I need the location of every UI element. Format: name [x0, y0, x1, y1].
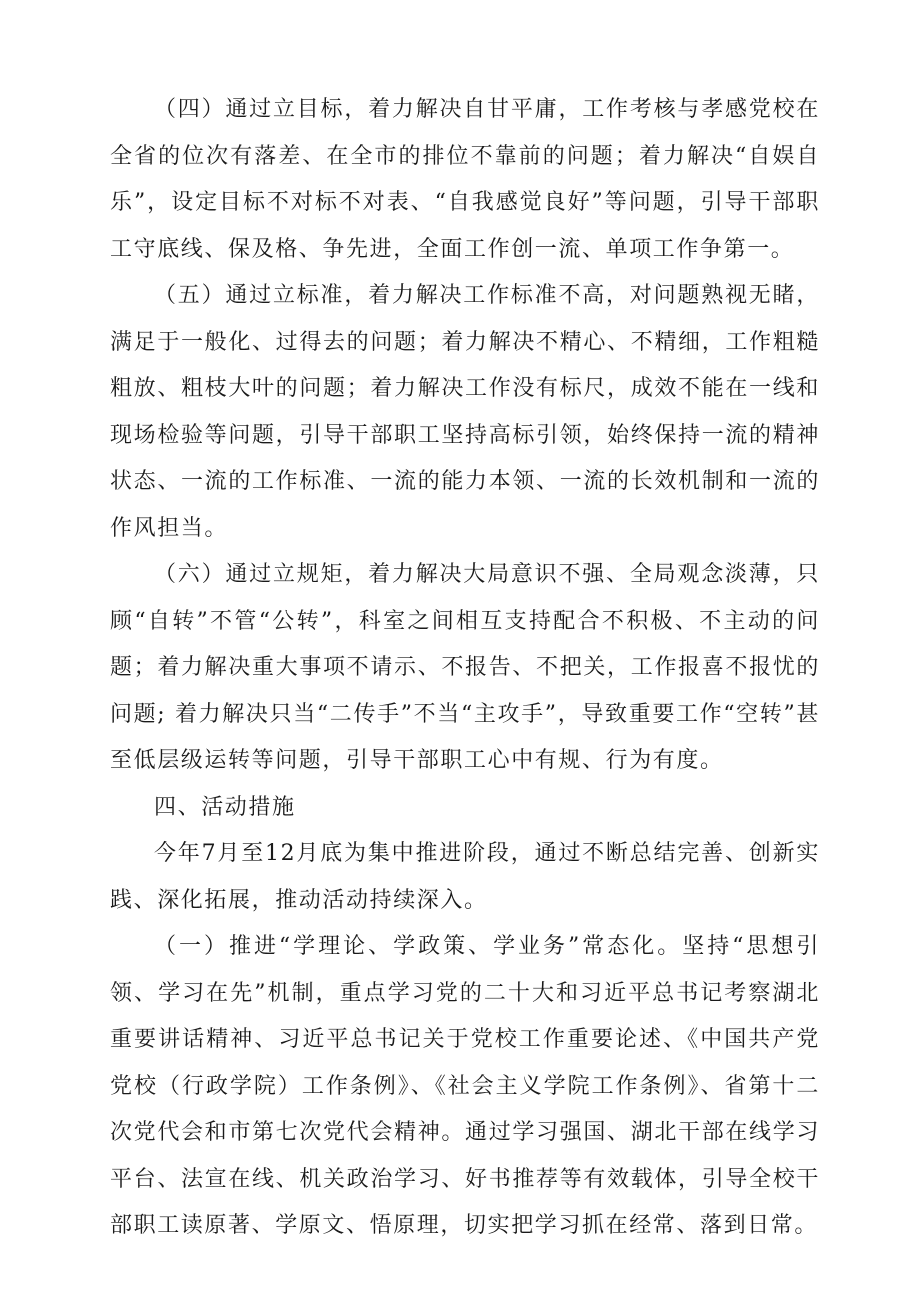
paragraph-standards: （五）通过立标准，着力解决工作标准不高，对问题熟视无睹，满足于一般化、过得去的问题；着力解决不精心、不精细，工作粗糙粗放、粗枝大叶的问题；着力解决工作没有标尺，成效不能在一线和现场检验等问题，引导干部职工坚持高标引领，始终保持一流的精神状态、一流的工作标准、一流的能力本领、一流的长效机制和一流的作风担当。 — [110, 283, 820, 541]
paragraph-schedule: 今年7月至12月底为集中推进阶段，通过不断总结完善、创新实践、深化拓展，推动活动持续深入。 — [110, 841, 820, 913]
section-heading: 四、活动措施 — [154, 794, 296, 820]
paragraph-rules: （六）通过立规矩，着力解决大局意识不强、全局观念淡薄，只顾“自转”不管“公转”，科室之间相互支持配合不积极、不主动的问题；着力解决重大事项不请示、不报告、不把关，工作报喜不报忧的问题; 着力解决只当“二传手”不当“主攻手”，导致重要工作“空转”甚至低层级运转等问题，引导干部职工心中有规、行为有度。 — [110, 562, 820, 773]
paragraph-goal-setting: （四）通过立目标，着力解决自甘平庸，工作考核与孝感党校在全省的位次有落差、在全市的排位不靠前的问题；着力解决“自娱自乐”，设定目标不对标不对表、“自我感觉良好”等问题，引导干部职工守底线、保及格、争先进，全面工作创一流、单项工作争第一。 — [110, 97, 820, 262]
paragraph-study-normalization: （一）推进“学理论、学政策、学业务”常态化。坚持“思想引领、学习在先”机制，重点学习党的二十大和习近平总书记考察湖北重要讲话精神、习近平总书记关于党校工作重要论述、《中国共产党党校（行政学院）工作条例》、《社会主义学院工作条例》、省第十二次党代会和市第七次党代会精神。通过学习强国、湖北干部在线学习平台、法宣在线、机关政治学习、好书推荐等有效载体，引导全校干部职工读原著、学原文、悟原理，切实把学习抓在经常、落到日常。 — [110, 934, 820, 1238]
document-body — [110, 87, 820, 1250]
